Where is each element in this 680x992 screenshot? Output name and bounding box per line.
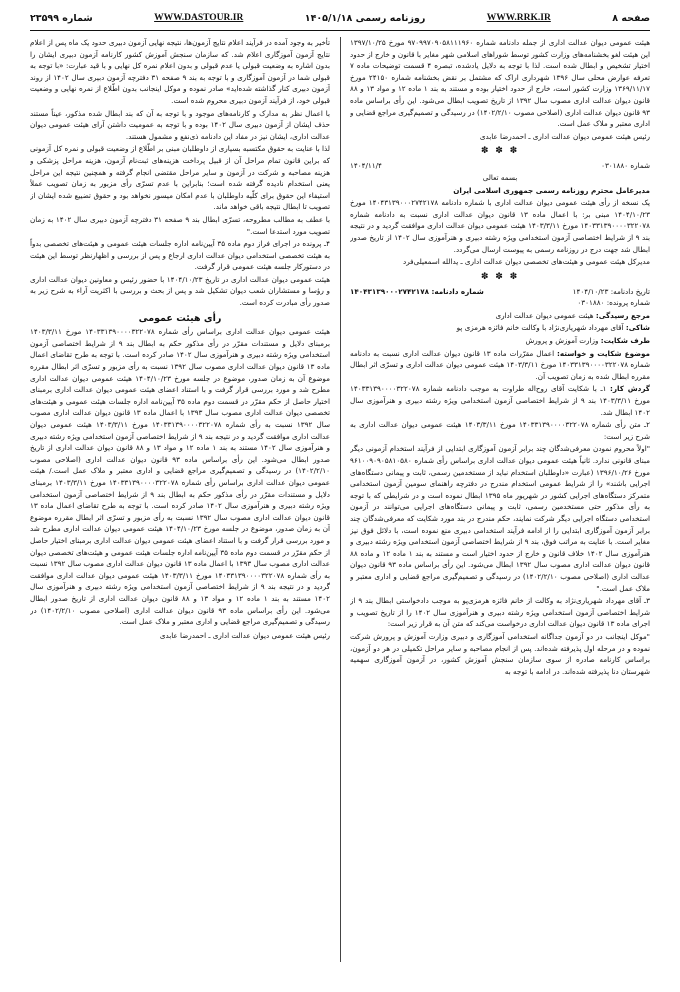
right-column [350,37,650,977]
verdict-meta [350,286,650,298]
field-label: مرجع رسیدگی: [595,310,650,320]
paragraph: "اولاً محروم نمودن معرفی‌شدگان چند برابر آزمون آموزگاری ابتدایی از فرآیند استخدام آزمونی دیگر مبنای قانونی ندارد. ثانیاً هیئت عمومی دیوان عدالت اداری براساس رأی شماره ۹۶۱۰۰۹۰۹۰۵۸۱۰۵۸۰ مورخ ۱۳۹۶/۱۰/۲۶ (عبارت «داوطلبان استخدام نباید از مستخدمین رسمی، ثابت و پیمانی دستگاه‌های اجرایی باشند» را از شرایط عمومی استخدام مندرج در دفترچه راهنمای سومین آزمون استخدامی متمرکز دستگاه‌های اجرایی کشور در شهریور ماه ۱۳۹۵ ابطال نموده است و در شرایطی که با توجه به رأی مذکور حتی مستخدمین رسمی، ثابت و پیمانی دستگاه‌های اجرایی می‌توانند در آزمون استخدامی دستگاه اجرایی دیگر شرکت نمایند، حکم مندرج در بند مورد شکایت که معرفی‌شدگان چند برابر آزمون آموزگاری ابتدایی را از ادامه فرآیند استخدامی دبیری منع نموده است، با دلائل فوق نیز مغایر است. با عنایت به مراتب فوق، بند ۹ از شرایط اختصاصی آزمون استخدامی ویژه رشته دبیری و هنرآموزی سال ۱۴۰۲ خلاف قانون و خارج از حدود اختیار است و مستند به بند ۱ ماده ۱۲ و ماده ۸۸ قانون دیوان عدالت اداری مصوب سال ۱۳۹۲ ابطال می‌شود. این رأی براساس ماده ۹۳ قانون دیوان عدالت اداری (اصلاحی مصوب ۱۴۰۲/۲/۱۰) در رسیدگی و تصمیم‌گیری مراجع قضایی و اداری معتبر و ملاک عمل است." [350,444,650,593]
case-number: شماره پرونده: ۰۳۰۱۸۸۰ [577,298,650,308]
paragraph: هیئت عمومی دیوان عدالت اداری از جمله دادنامه شماره ۹۷۰۹۹۷۰۹۰۵۸۱۱۱۹۶۰ مورخ ۱۳۹۷/۱۰/۲۵ این هیئت لغو بخشنامه‌های وزارت کشور توسط شوراهای اسلامی شهر مغایر با قانون و خارج از حدود اختیار تشخیص و ابطال شده است. لذا با توجه به دلایل یادشده، تبصره ۴ قسمت توضیحات ماده ۷ تعرفه عوارض محلی سال ۱۳۹۶ شهرداری اراک که مشتمل بر نقض بخشنامه شماره ۲۴۱۵۰ مورخ ۱۳۶۹/۱۱/۱۷ وزارت کشور است، خارج از حدود اختیار بوده و مستند به بند ۱ ماده ۱۲ و مواد ۱۳ و ۸۸ قانون دیوان عدالت اداری مصوب سال ۱۳۹۲ از تاریخ تصویب ابطال می‌شود. این رأی براساس ماده ۹۳ قانون دیوان عدالت اداری (اصلاحی مصوب ۱۴۰۲/۲/۱۰) در رسیدگی و تصمیم‌گیری مراجع قضایی و اداری معتبر و ملاک عمل است. [350,38,650,129]
dastour-link[interactable]: WWW.DASTOUR.IR [154,13,244,23]
field-label: طرف شکایت: [600,336,650,346]
verdict-date: تاریخ دادنامه: ۱۴۰۴/۱۰/۲۳ [572,286,650,296]
paragraph: "موکل اینجانب در دو آزمون جداگانه استخدامی آموزگاری و دبیری وزارت آموزش و پرورش شرکت نموده و در مرحله اول پذیرفته شده‌اند. پس از انجام مصاحبه و سایر مراحل تکمیلی در هر دو آزمون، براساس کارنامه صادره از سوی سازمان سنجش آموزش کشور، در آزمون آموزگاری سهمیه شهرستان دنا پذیرفته شده‌اند. در ادامه با توجه به [350,631,650,676]
letter-meta [350,160,650,172]
rrk-link[interactable]: WWW.RRK.IR [486,13,551,23]
paragraph: ۴ـ پرونده در اجرای فراز دوم ماده ۳۵ آیین‌نامه اداره جلسات هیئت عمومی و هیئت‌های تخصصی بدواً به هیئت تخصصی استخدامی دیوان عدالت اداری ارجاع و پس از بررسی و اظهارنظر توسط این هیئت در دستورکار جلسه هیئت عمومی قرار گرفت. [30,239,330,272]
subject-line [350,348,650,383]
article-columns [30,37,650,977]
signature: مدیرکل هیئت عمومی و هیئت‌های تخصصی دیوان عدالت اداری ـ یدالله اسمعیلی‌فرد [403,257,650,267]
header-rule [30,30,650,31]
paragraph: با اعمال نظر به مدارک و کارنامه‌های موجود و با توجه به آن که بند ابطال شده مذکور، عیناً مستند حذف ایشان از آزمون دبیری سال ۱۴۰۲ بوده و با توجه به عمومیت داشتن آرای هیئت عمومی دیوان عدالت اداری، ایشان نیز در مفاد این دادنامه ذی‌نفع و مشمول هستند. [30,108,330,141]
left-column [30,37,330,977]
paragraph: لذا با عنایت به حقوق مکتسبه بسیاری از داوطلبان مبنی بر اطّلاع از وضعیت قبولی و نمره کل آزمونی که براین قانون تمام مراحل آن از قبیل پرداخت هزینه‌های ثبت‌نام آزمون، هزینه مراحل پزشکی و هزینه مصاحبه و شرکت در آزمون و سایر مراحل مقتضی انجام گرفته و همچنین نتیجه این مراحل یعنی استخدام نادیده گرفته شده است؛ بنابراین با عدم تسرّی رأی مزبور به زمان تصویب عملاً استیفاء این حقوق برای کلّیه داوطلبان با عدم امکان میسور نخواهد بود و حقوق تضییع شده ایشان از تصویب تا ابطال نتیجه باقی خواهد ماند. [30,144,330,212]
separator: ✽ ✽ ✽ [480,146,520,157]
page-number: صفحه ۸ [612,12,650,24]
letter-number: شماره ۰۳۰۱۸۸۰ [601,161,650,171]
field-label: شاکی: [625,323,650,333]
bismillah: بسمه تعالی [482,172,518,182]
verdict-title: رأی هیئت عمومی [138,312,222,324]
verdict-number: شماره دادنامه: ۱۴۰۴۳۱۳۹۰۰۰۲۷۴۲۱۷۸ [350,286,484,296]
paragraph: یک نسخه از رأی هیئت عمومی دیوان عدالت اداری با شماره دادنامه ۱۴۰۴۳۱۳۹۰۰۰۲۷۴۲۱۷۸ مورخ ۱۴۰۴/۱۰/۲۳ مبنی بر: با اعمال ماده ۱۳ قانون دیوان عدالت اداری نسبت به دادنامه شماره ۱۴۰۳۳۱۳۹۰۰۰۰۳۲۲۰۷۸ مورخ ۱۴۰۳/۳/۱۱ هیئت عمومی دیوان عدالت اداری موافقت گردید و در نتیجه بند ۹ از شرایط اختصاصی آزمون استخدامی ویژه رشته دبیری و هنرآموزی سال ۱۴۰۲ از تاریخ صدور ابطال شد جهت درج در روزنامه رسمی به پیوست ارسال می‌گردد. [350,198,650,254]
signature: رئیس هیئت عمومی دیوان عدالت اداری ـ احمدرضا عابدی [159,630,330,640]
defendant-line [350,335,650,347]
plaintiff-line [350,322,650,334]
separator: ✽ ✽ ✽ [480,271,520,282]
reference-line [350,310,650,322]
field-label: موضوع شکایت و خواسته: [557,348,650,358]
paragraph: ۲ـ متن رأی شماره ۱۴۰۳۳۱۳۹۰۰۰۰۳۲۲۰۷۸ مورخ ۱۴۰۳/۳/۱۱ هیئت عمومی دیوان عدالت اداری به شرح زیر است: [350,420,650,441]
field-value: آقای مهرداد شهریاری‌نژاد با وکالت خانم فائزه هرمزی پو [456,323,624,333]
letter-date: ۱۴۰۴/۱۱/۴ [350,161,382,171]
column-divider [340,37,341,962]
field-value: هیئت عمومی دیوان عدالت اداری [495,310,594,320]
field-label: گردش کار: [610,384,650,394]
page-header [30,8,650,28]
issue-number: شماره ۲۳۵۹۹ [30,12,93,24]
field-value: ۱ـ با شکایت آقای روح‌اله طراوت به موجب دادنامه شماره ۱۴۰۳۳۱۳۹۰۰۰۰۳۲۲۰۷۸ مورخ ۱۴۰۳/۳/۱۱ بند ۹ از شرایط اختصاصی آزمون استخدامی ویژه رشته دبیری و هنرآموزی سال ۱۴۰۲ ابطال شد. [350,384,650,417]
addressee: مدیرعامل محترم روزنامه رسمی جمهوری اسلامی ایران [453,185,650,195]
paragraph: ۳ـ آقای مهرداد شهریاری‌نژاد به وکالت از خانم فائزه هرمزی‌پو به موجب دادخواستی ابطال بند ۹ از شرایط اختصاصی آزمون استخدامی ویژه رشته دبیری و هنرآموزی سال ۱۴۰۲ را از تاریخ تصویب و اجرای ماده ۱۳ قانون دیوان عدالت اداری درخواست می‌کند که متن آن به قرار زیر است: [350,596,650,629]
field-value: اعمال مقرّرات ماده ۱۳ قانون دیوان عدالت اداری نسبت به دادنامه شماره ۱۴۰۳۳۱۳۹۰۰۰۰۳۲۲۰۷۸ مورخ ۱۴۰۳/۳/۱۱ هیئت عمومی دیوان عدالت اداری و تسرّی اثر ابطال مقرره ابطال شده به زمان تصویب آن. [350,348,650,381]
signature: رئیس هیئت عمومی دیوان عدالت اداری ـ احمدرضا عابدی [479,131,650,141]
field-value: وزارت آموزش و پرورش [525,336,599,346]
paragraph: با عطف به مطالب مطروحه، تسرّی ابطال بند ۹ صفحه ۳۱ دفترچه آزمون دبیری سال ۱۴۰۲ به زمان تصویب مورد استدعا است." [30,214,330,236]
paragraph: هیئت عمومی دیوان عدالت اداری براساس رأی شماره ۱۴۰۳۳۱۳۹۰۰۰۰۳۲۲۰۷۸ مورخ ۱۴۰۳/۳/۱۱ برمبنای دلایل و مستندات مقرّر در رأی مذکور حکم به ابطال بند ۹ از شرایط اختصاصی آزمون استخدامی ویژه رشته دبیری و هنرآموزی سال ۱۴۰۲ صادر کرده است. با توجه به طرح تقاضای اعمال ماده ۱۳ قانون دیوان عدالت اداری مصوب سال ۱۳۹۲ نسبت به رأی مزبور و تسرّی اثر ابطال مقرره موضوع آن به زمان صدور، موضوع در جلسه مورخ ۱۴۰۴/۱۰/۲۳ هیئت عمومی دیوان عدالت اداری مطرح شد و مورد بررسی قرار گرفت و با استناد اعضای هیئت عمومی دیوان عدالت اداری برمبنای اختیار حاصل از حکم مقرّر در قسمت دوم ماده ۳۵ آیین‌نامه اداره جلسات هیئت عمومی و هیئت‌های تخصصی دیوان عدالت اداری مصوب سال ۱۳۹۳ با اعمال ماده ۱۳ قانون دیوان عدالت اداری مصوب سال ۱۳۹۲ نسبت به رأی شماره ۱۴۰۳۳۱۳۹۰۰۰۰۳۲۲۰۷۸ مورخ ۱۴۰۳/۳/۱۱ هیئت عمومی دیوان عدالت اداری موافقت گردید و در نتیجه بند ۹ از شرایط اختصاصی آزمون استخدامی ویژه رشته دبیری و هنرآموزی سال ۱۴۰۲ مستند به بند ۱ ماده ۱۲ و مواد ۱۳ و ۸۸ قانون دیوان عدالت اداری از تاریخ صدور ابطال می‌شود. این رأی براساس ماده ۹۳ قانون دیوان عدالت اداری (اصلاحی مصوب ۱۴۰۲/۲/۱۰) در رسیدگی و تصمیم‌گیری مراجع قضایی و اداری معتبر و ملاک عمل است./ هیئت عمومی دیوان عدالت اداری براساس رأی شماره ۱۴۰۳۳۱۳۹۰۰۰۰۳۲۲۰۷۸ مورخ ۱۴۰۳/۳/۱۱ برمبنای دلایل و مستندات مقرّر در رأی مذکور حکم به ابطال بند ۹ از شرایط اختصاصی آزمون استخدامی ویژه رشته دبیری و هنرآموزی سال ۱۴۰۲ صادر کرده است. با توجه به طرح تقاضای اعمال ماده ۱۳ قانون دیوان عدالت اداری مصوب سال ۱۳۹۲ نسبت به رأی مزبور و تسرّی اثر ابطال مقرره موضوع آن به زمان صدور، موضوع در جلسه مورخ ۱۴۰۴/۱۰/۲۳ هیئت عمومی دیوان عدالت اداری مطرح شد و مورد بررسی قرار گرفت و با استناد اعضای هیئت عمومی دیوان عدالت اداری برمبنای اختیار حاصل از حکم مقرّر در قسمت دوم ماده ۳۵ آیین‌نامه اداره جلسات هیئت عمومی و هیئت‌های تخصصی دیوان عدالت اداری مصوب سال ۱۳۹۳ با اعمال ماده ۱۳ قانون دیوان عدالت اداری مصوب سال ۱۳۹۲ نسبت به رأی شماره ۱۴۰۳۳۱۳۹۰۰۰۰۳۲۲۰۷۸ مورخ ۱۴۰۳/۳/۱۱ هیئت عمومی دیوان عدالت اداری موافقت گردید و در نتیجه بند ۹ از شرایط اختصاصی آزمون استخدامی ویژه رشته دبیری و هنرآموزی سال ۱۴۰۲ مستند به بند ۱ ماده ۱۲ و مواد ۱۳ و ۸۸ قانون دیوان عدالت اداری از تاریخ صدور ابطال می‌شود. این رأی براساس ماده ۹۳ قانون دیوان عدالت اداری (اصلاحی مصوب ۱۴۰۲/۲/۱۰) در رسیدگی و تصمیم‌گیری مراجع قضایی و اداری معتبر و ملاک عمل است. [30,327,330,627]
newspaper-title-date: روزنامه رسمی ۱۴۰۵/۱/۱۸ [304,12,426,24]
procedure-line [350,383,650,418]
paragraph: هیئت عمومی دیوان عدالت اداری در تاریخ ۱۴۰۴/۱۰/۲۳ با حضور رئیس و معاونین دیوان عدالت اداری و رؤسا و مستشاران شعب دیوان تشکیل شد و پس از بحث و بررسی با اکثریت آراء به شرح زیر به صدور رأی مبادرت کرده است. [30,274,330,308]
paragraph: تأخیر به وجود آمده در فرآیند اعلام نتایج آزمون‌ها، نتیجه نهایی آزمون دبیری حدود یک ماه پس از اعلام نتایج آزمون آموزگاری اعلام شد. که سازمان سنجش آموزش کشور کارنامه آزمون دبیری ایشان را بدون اشاره به وضعیت قبولی یا عدم قبولی و بدون اعلام نمره کل نهایی و با قید عبارت: «با توجه به قبولی شما در آزمون آموزگاری و با توجه به بند ۹ صفحه ۳۱ دفترچه آزمون دبیری سال ۱۴۰۲ از روند آزمون دبیری کنار گذاشته شده‌اید» صادر نموده و موکل اینجانب بدون اطّلاع از نمره نهایی و وضعیت قبولی خود، از فرآیند آزمون دبیری محروم شده است. [30,38,330,105]
